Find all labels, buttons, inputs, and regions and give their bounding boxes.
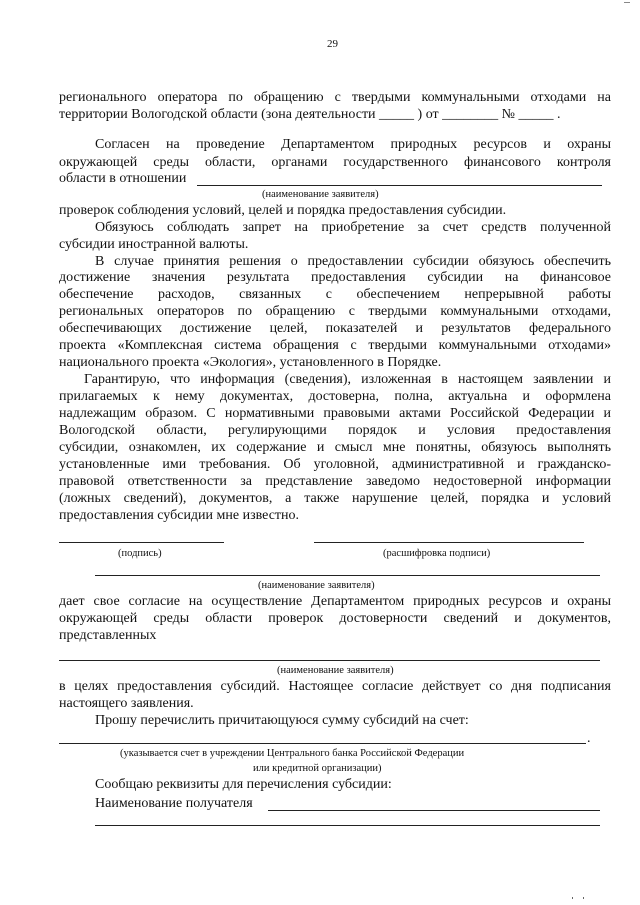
para-consent-line-3: области в отношении	[59, 171, 187, 186]
para-decision-line-6: проекта «Комплексная система обращения с твердыми коммунальными отходами»	[59, 338, 611, 353]
bank-account-dot: .	[587, 731, 591, 746]
bank-account-line	[59, 743, 586, 744]
scan-mark-top-right	[624, 2, 630, 3]
para-regional-line-2: территории Вологодской области (зона деятельности _____ ) от ________ № _____ .	[59, 107, 561, 122]
signature-decode-caption: (расшифровка подписи)	[383, 548, 491, 559]
para-decision-line-3: обеспечение расходов, связанных с обеспечением непрерывной работы	[59, 287, 611, 302]
para-currency-line-1: Обязуюсь соблюдать запрет на приобретение за счет средств полученной	[95, 220, 611, 235]
bank-caption-line-1: (указывается счет в учреждении Центрального банка Российской Федерации	[120, 748, 465, 759]
para-guarantee-line-8: (ложных сведений), документов, а также нарушение целей, порядка и условий	[59, 491, 611, 506]
para-decision-line-5: обеспечивающих достижение целей, показателей и результатов федерального	[59, 321, 611, 336]
recipient-name-line	[268, 810, 600, 811]
para-guarantee-line-2: прилагаемых к нему документах, достоверна, полна, актуальна и оформлена	[59, 389, 611, 404]
applicant-caption-2: (наименование заявителя)	[258, 580, 375, 591]
para-guarantee-line-4: Вологодской области, регулирующими порядок и условия предоставления	[59, 423, 611, 438]
para-decision-line-7: национального проекта «Экология», установленного в Порядке.	[59, 355, 442, 370]
applicant-caption-3: (наименование заявителя)	[277, 665, 394, 676]
signature-caption: (подпись)	[118, 548, 162, 559]
bank-caption-line-2: или кредитной организации)	[253, 763, 382, 774]
para-decision-line-1: В случае принятия решения о предоставлении субсидии обязуюсь обеспечить	[95, 254, 611, 269]
scan-mark-bottom-right	[572, 897, 584, 899]
para-verification-line-3: представленных	[59, 628, 157, 643]
para-verification-line-1: дает свое согласие на осуществление Департаментом природных ресурсов и охраны	[59, 594, 611, 609]
para-guarantee-line-1: Гарантирую, что информация (сведения), изложенная в настоящем заявлении и	[84, 372, 611, 387]
para-regional-line-1: регионального оператора по обращению с твердыми коммунальными отходами на	[59, 90, 611, 105]
para-purpose-line-1: в целях предоставления субсидий. Настоящее согласие действует со дня подписания	[59, 679, 611, 694]
applicant-name-line-1	[197, 185, 602, 186]
applicant-name-line-3	[59, 660, 600, 661]
para-purpose-line-2: настоящего заявления.	[59, 696, 194, 711]
recipient-name-label: Наименование получателя	[95, 796, 253, 811]
signature-line	[59, 542, 224, 543]
para-consent-line-4: проверок соблюдения условий, целей и порядка предоставления субсидии.	[59, 203, 507, 218]
para-consent-line-1: Согласен на проведение Департаментом природных ресурсов и охраны	[95, 137, 611, 152]
para-consent-line-2: окружающей среды области, органами государственного финансового контроля	[59, 155, 611, 170]
page-number: 29	[327, 38, 338, 50]
para-currency-line-2: субсидии иностранной валюты.	[59, 237, 249, 252]
para-guarantee-line-7: правовой ответственности за представление заведомо недостоверной информации	[59, 474, 611, 489]
para-decision-line-4: региональных операторов по обращению с твердыми коммунальными отходами,	[59, 304, 611, 319]
para-decision-line-2: достижение значения результата предоставления субсидии на финансовое	[59, 270, 611, 285]
para-transfer-line-1: Прошу перечислить причитающуюся сумму субсидий на счет:	[95, 713, 469, 728]
para-verification-line-2: окружающей среды области проверок достоверности сведений и документов,	[59, 611, 611, 626]
recipient-name-line-2	[95, 825, 600, 826]
para-guarantee-line-9: предоставления субсидии мне известно.	[59, 508, 300, 523]
para-guarantee-line-6: установленные ими требования. Об уголовной, административной и гражданско-	[59, 457, 611, 472]
para-guarantee-line-3: надлежащим образом. С нормативными правовыми актами Российской Федерации и	[59, 406, 611, 421]
requisites-heading: Сообщаю реквизиты для перечисления субсидии:	[95, 777, 392, 792]
signature-decode-line	[314, 542, 584, 543]
para-guarantee-line-5: субсидии, ознакомлен, их содержание и смысл мне понятны, обязуюсь выполнять	[59, 440, 611, 455]
applicant-caption-1: (наименование заявителя)	[262, 189, 379, 200]
applicant-name-line-2	[95, 575, 600, 576]
